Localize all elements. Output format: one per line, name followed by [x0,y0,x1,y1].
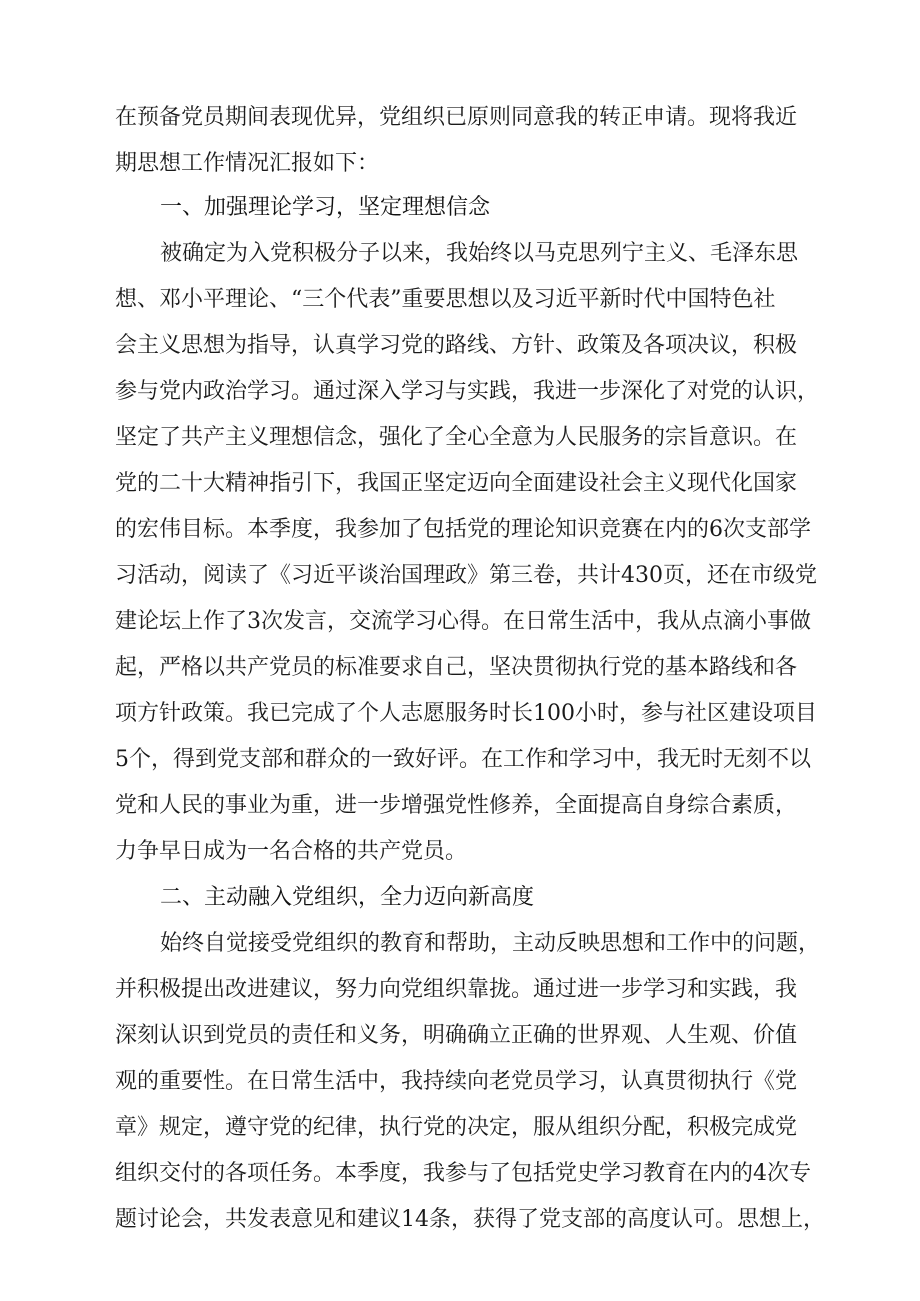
text-line: 建论坛上作了3次发言，交流学习心得。在日常生活中，我从点滴小事做 [115,609,811,634]
text-line: 并积极提出改进建议，努力向党组织靠拢。通过进一步学习和实践，我 [115,977,798,1002]
text-line: 的宏伟目标。本季度，我参加了包括党的理论知识竞赛在内的6次支部学 [115,517,811,542]
text-line: 党和人民的事业为重，进一步增强党性修养，全面提高自身综合素质， [115,793,798,818]
text-line: 坚定了共产主义理想信念，强化了全心全意为人民服务的宗旨意识。在 [115,425,798,450]
section-heading: 二、主动融入党组织，全力迈向新高度 [160,885,535,910]
text-line: 起，严格以共产党员的标准要求自己，坚决贯彻执行党的基本路线和各 [115,655,798,680]
section-heading: 一、加强理论学习，坚定理想信念 [160,195,491,220]
text-line: 项方针政策。我已完成了个人志愿服务时长100小时，参与社区建设项目 [115,701,817,726]
text-line: 期思想工作情况汇报如下： [115,151,380,176]
text-line: 会主义思想为指导，认真学习党的路线、方针、政策及各项决议，积极 [115,333,798,358]
text-line: 章》规定，遵守党的纪律，执行党的决定，服从组织分配，积极完成党 [115,1115,798,1140]
text-line: 5个，得到党支部和群众的一致好评。在工作和学习中，我无时无刻不以 [115,747,811,772]
text-line: 在预备党员期间表现优异，党组织已原则同意我的转正申请。现将我近 [115,105,798,130]
text-line: 习活动，阅读了《习近平谈治国理政》第三卷，共计430页，还在市级党 [115,563,817,588]
text-line: 参与党内政治学习。通过深入学习与实践，我进一步深化了对党的认识， [115,379,820,404]
text-line: 党的二十大精神指引下，我国正坚定迈向全面建设社会主义现代化国家 [115,471,798,496]
text-line: 观的重要性。在日常生活中，我持续向老党员学习，认真贯彻执行《党 [115,1069,798,1094]
text-line: 组织交付的各项任务。本季度，我参与了包括党史学习教育在内的4次专 [115,1161,811,1186]
text-line: 题讨论会，共发表意见和建议14条，获得了党支部的高度认可。思想上， [115,1207,825,1232]
text-line: 力争早日成为一名合格的共产党员。 [115,839,468,864]
text-line: 始终自觉接受党组织的教育和帮助，主动反映思想和工作中的问题， [160,931,821,956]
text-line: 想、邓小平理论、“三个代表”重要思想以及习近平新时代中国特色社 [115,287,776,312]
text-line: 被确定为入党积极分子以来，我始终以马克思列宁主义、毛泽东思 [160,241,799,266]
text-line: 深刻认识到党员的责任和义务，明确确立正确的世界观、人生观、价值 [115,1023,798,1048]
